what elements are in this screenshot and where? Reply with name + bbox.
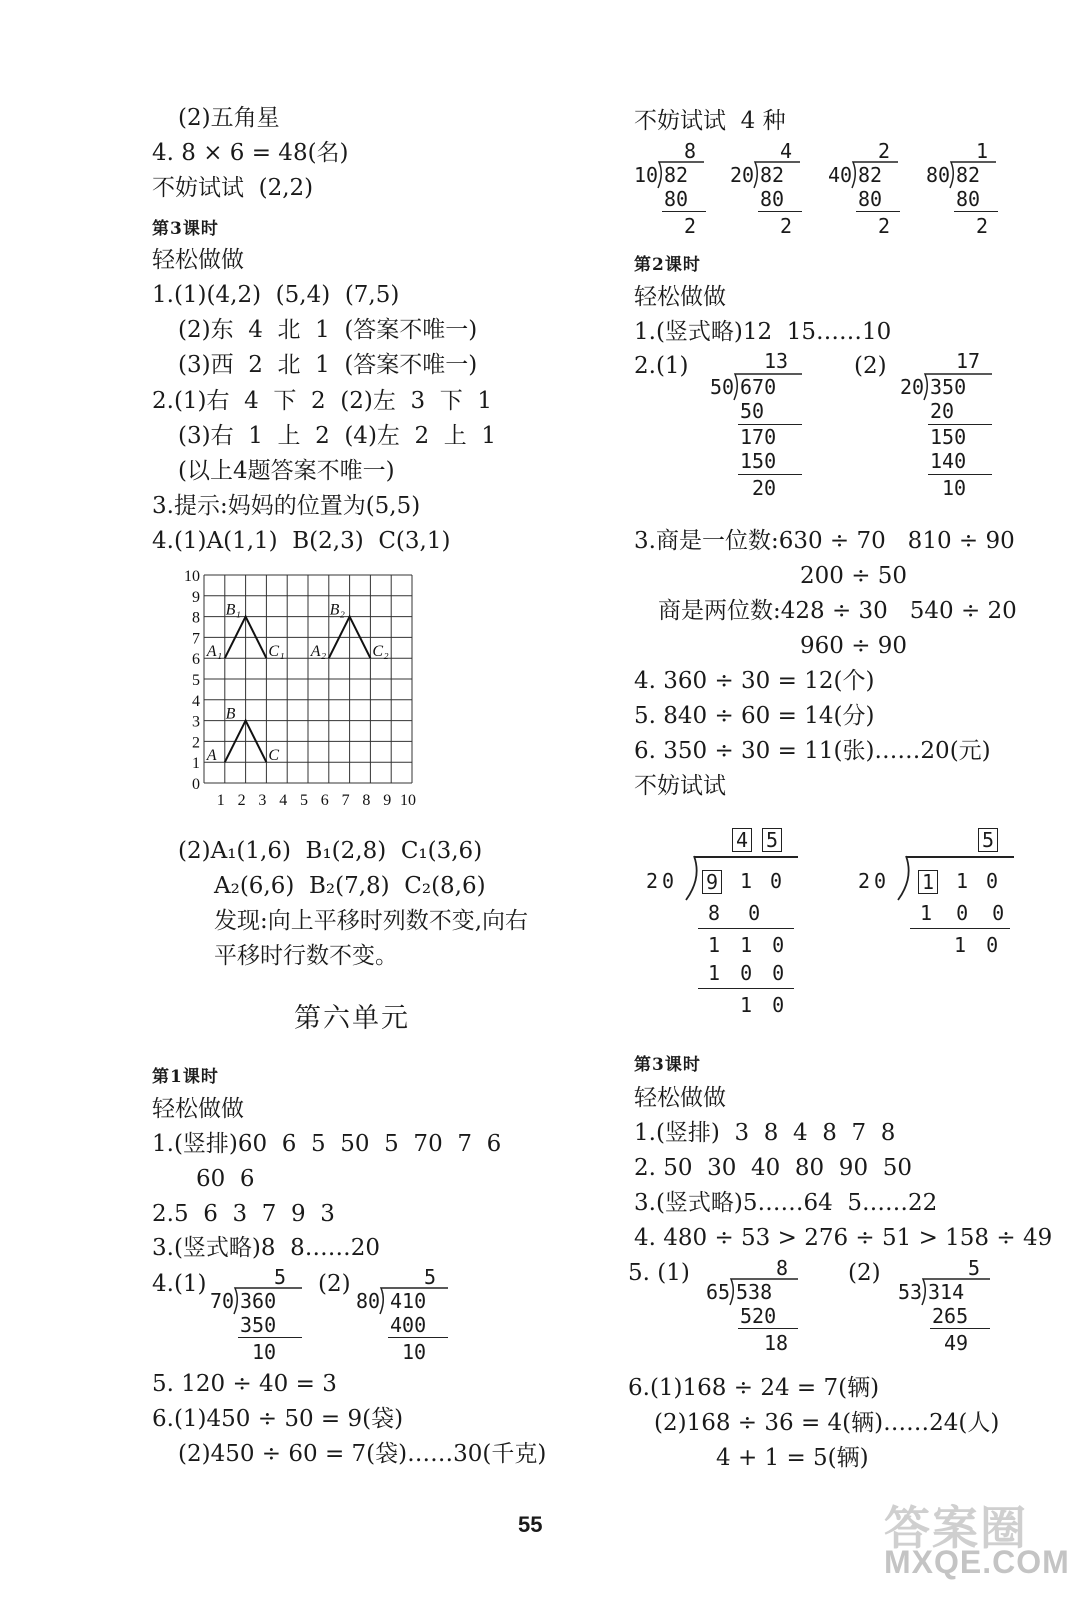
lesson-heading: 第2课时 <box>634 255 701 275</box>
long-division: 5 70 360 350 10 <box>210 1266 300 1366</box>
x-tick-label: 2 <box>237 792 246 809</box>
answer-line: 5. 120 ÷ 40 = 3 <box>152 1371 337 1397</box>
point-label: C₂ <box>372 643 389 661</box>
answer-line: (2)450 ÷ 60 = 7(袋)……30(千克) <box>178 1441 547 1467</box>
y-tick-label: 7 <box>192 630 200 648</box>
answer-line: 4. 8 × 6 = 48(名) <box>152 140 349 166</box>
y-tick-label: 10 <box>184 568 200 585</box>
long-division: 17 20 350 20 150 140 10 <box>900 350 1000 500</box>
y-tick-label: 8 <box>192 609 200 627</box>
answer-line: 2.(1)右 4 下 2 (2)左 3 下 1 <box>152 388 492 414</box>
answer-line: (3)西 2 北 1 (答案不唯一) <box>178 352 478 378</box>
lesson-heading: 第3课时 <box>634 1055 701 1075</box>
point-label: A₂ <box>310 643 327 661</box>
x-tick-label: 9 <box>383 792 392 809</box>
answer-line: 200 ÷ 50 <box>800 563 908 589</box>
long-division: 2 40 82 80 2 <box>828 140 908 240</box>
watermark-logo: 答案圈 <box>884 1502 1028 1554</box>
answer-line: 1.(竖式略)12 15……10 <box>634 319 892 345</box>
answer-line: (2) <box>318 1271 351 1297</box>
answer-line: 4. 360 ÷ 30 = 12(个) <box>634 668 875 694</box>
watermark-url: MXQE.COM <box>884 1544 1070 1580</box>
point-label: A <box>206 747 217 765</box>
y-tick-label: 6 <box>192 651 200 669</box>
boxed-long-division: 4 5 20 9 1 0 8 0 1 1 0 1 0 0 1 0 <box>646 828 806 1018</box>
point-label: C <box>268 747 280 765</box>
x-tick-label: 10 <box>400 792 416 809</box>
answer-line: 3.(竖式略)5……64 5……22 <box>634 1190 938 1216</box>
answer-line: 5. 840 ÷ 60 = 14(分) <box>634 703 875 729</box>
long-division: 5 53 314 265 49 <box>898 1257 998 1357</box>
answer-line: (3)右 1 上 2 (4)左 2 上 1 <box>178 423 497 449</box>
answer-line: 1.(竖排) 3 8 4 8 7 8 <box>634 1120 896 1146</box>
try-it-line: 不妨试试 4 种 <box>634 108 786 134</box>
answer-line: (2)168 ÷ 36 = 4(辆)……24(人) <box>654 1410 1000 1436</box>
answer-line: 商是两位数:428 ÷ 30 540 ÷ 20 <box>658 598 1017 624</box>
answer-line: 60 6 <box>196 1166 255 1192</box>
answer-line: 2.5 6 3 7 9 3 <box>152 1201 335 1227</box>
coordinate-grid <box>170 565 440 820</box>
section-heading: 轻松做做 <box>152 1096 244 1122</box>
x-tick-label: 7 <box>341 792 350 809</box>
y-tick-label: 1 <box>192 755 200 773</box>
lesson-heading: 第1课时 <box>152 1067 219 1087</box>
x-tick-label: 3 <box>258 792 267 809</box>
answer-line: (2) <box>854 353 887 379</box>
long-division: 8 10 82 80 2 <box>634 140 714 240</box>
answer-line: (以上4题答案不唯一) <box>178 458 395 484</box>
y-tick-label: 2 <box>192 734 200 752</box>
answer-line: 平移时行数不变。 <box>214 943 398 969</box>
answer-line: 4 + 1 = 5(辆) <box>716 1445 869 1471</box>
point-label: B₁ <box>225 601 241 619</box>
section-heading: 轻松做做 <box>634 1085 726 1111</box>
answer-line: (2)五角星 <box>178 105 280 131</box>
answer-line: 4. 480 ÷ 53 > 276 ÷ 51 > 158 ÷ 49 <box>634 1225 1053 1251</box>
x-tick-label: 5 <box>300 792 308 809</box>
point-label: B₂ <box>329 601 345 619</box>
answer-line: 4.(1)A(1,1) B(2,3) C(3,1) <box>152 528 451 554</box>
x-tick-label: 6 <box>320 792 329 809</box>
boxed-long-division: 5 20 1 1 0 1 0 0 1 0 <box>858 828 1018 968</box>
answer-line: 3.(竖式略)8 8……20 <box>152 1235 381 1261</box>
answer-line: A₂(6,6) B₂(7,8) C₂(8,6) <box>214 873 486 899</box>
y-tick-label: 4 <box>192 692 200 710</box>
answer-line: (2)东 4 北 1 (答案不唯一) <box>178 317 478 343</box>
answer-line: (2)A₁(1,6) B₁(2,8) C₁(3,6) <box>178 838 483 864</box>
y-tick-label: 9 <box>192 588 200 606</box>
answer-line: 5. (1) <box>628 1260 690 1286</box>
long-division: 8 65 538 520 18 <box>706 1257 806 1357</box>
answer-line: 1.(竖排)60 6 5 50 5 70 7 6 <box>152 1131 502 1157</box>
long-division: 5 80 410 400 10 <box>356 1266 446 1366</box>
try-it-line: 不妨试试 (2,2) <box>152 175 314 201</box>
point-label: B <box>225 705 236 723</box>
y-tick-label: 3 <box>192 713 200 731</box>
long-division: 1 80 82 80 2 <box>926 140 1006 240</box>
answer-line: 3.提示:妈妈的位置为(5,5) <box>152 493 421 519</box>
answer-line: 6. 350 ÷ 30 = 11(张)……20(元) <box>634 738 991 764</box>
answer-line: 4.(1) <box>152 1271 207 1297</box>
section-heading: 轻松做做 <box>152 247 244 273</box>
answer-line: 发现:向上平移时列数不变,向右 <box>214 908 529 934</box>
long-division: 4 20 82 80 2 <box>730 140 810 240</box>
x-tick-label: 8 <box>362 792 371 809</box>
point-label: C₁ <box>268 643 285 661</box>
point-label: A₁ <box>206 643 223 661</box>
section-heading: 轻松做做 <box>634 284 726 310</box>
answer-line: 2.(1) <box>634 353 689 379</box>
answer-line: 2. 50 30 40 80 90 50 <box>634 1155 912 1181</box>
unit-title: 第六单元 <box>294 1003 410 1034</box>
answer-line: 6.(1)168 ÷ 24 = 7(辆) <box>628 1375 880 1401</box>
answer-line: 3.商是一位数:630 ÷ 70 810 ÷ 90 <box>634 528 1015 554</box>
x-tick-label: 1 <box>216 792 225 809</box>
answer-line: 6.(1)450 ÷ 50 = 9(袋) <box>152 1406 404 1432</box>
y-tick-label: 5 <box>192 672 200 689</box>
y-tick-label: 0 <box>192 776 200 793</box>
long-division: 13 50 670 50 170 150 20 <box>710 350 810 500</box>
try-it-line: 不妨试试 <box>634 773 726 799</box>
lesson-heading: 第3课时 <box>152 219 219 239</box>
answer-line: (2) <box>848 1260 881 1286</box>
x-tick-label: 4 <box>279 792 288 809</box>
answer-line: 960 ÷ 90 <box>800 633 908 659</box>
answer-line: 1.(1)(4,2) (5,4) (7,5) <box>152 282 400 308</box>
page-number: 55 <box>518 1512 543 1537</box>
